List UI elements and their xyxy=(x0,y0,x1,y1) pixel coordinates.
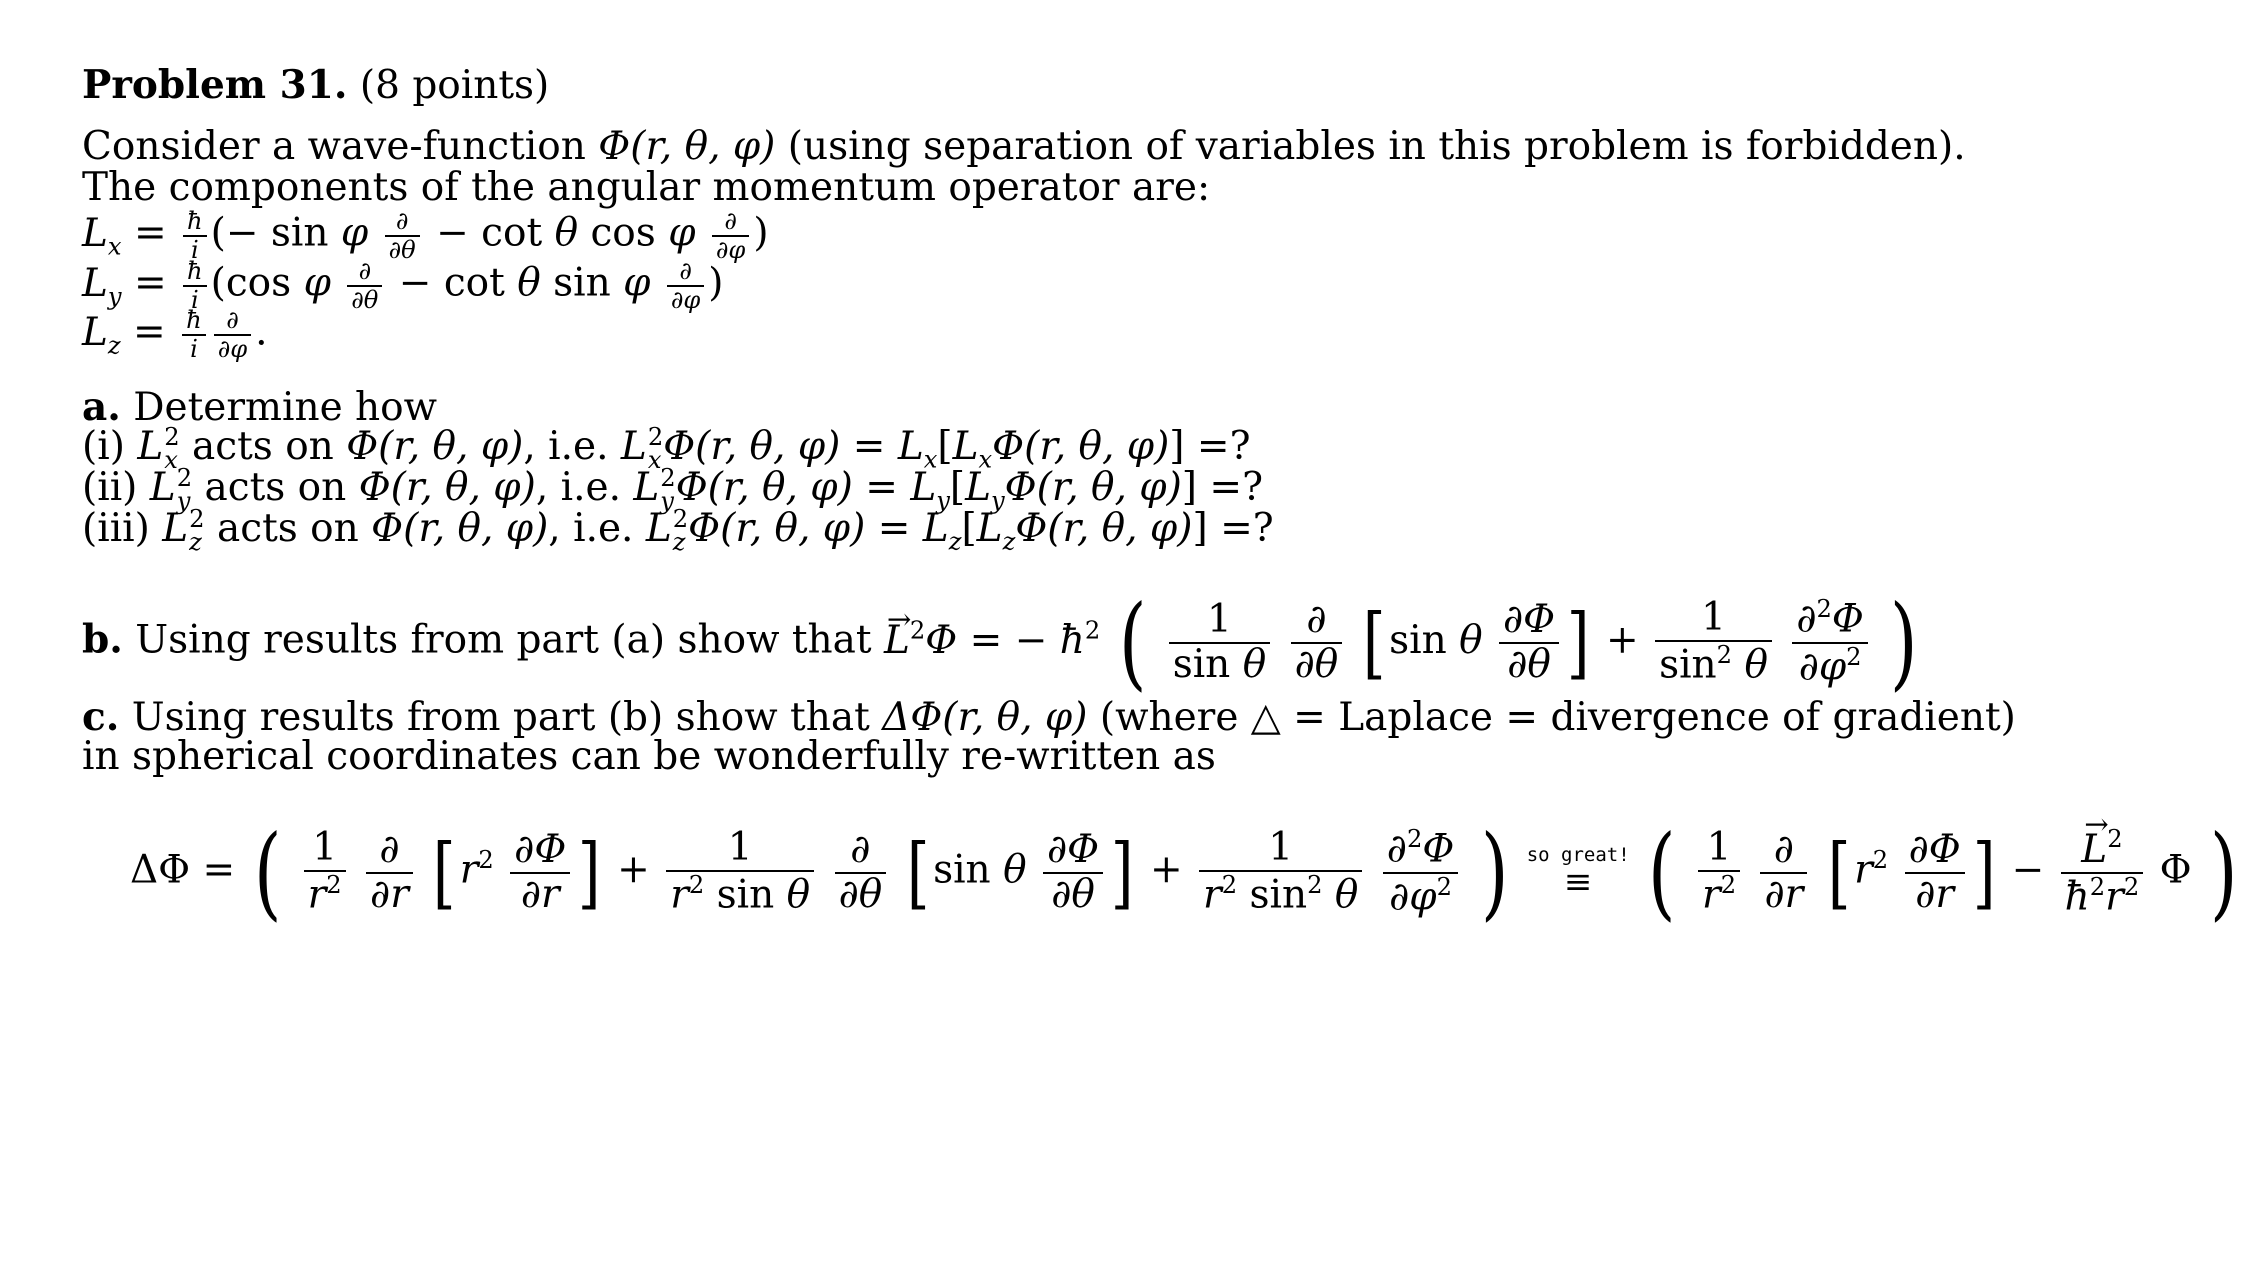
part-c-equation: ΔΦ = ( $\frac{1}{r^2}$ $\frac{\partial}{\partial r}$ [$r^2$ $\frac{\partial\Phi}{\partial r}$ ] + $\frac{1}{r^2 \sin \theta}$ $\frac{\partial}{\partial\theta}$ [sin θ $\frac{\partial\Phi}{\partial\theta}$ ] + $\frac{1}{r^2 \sin^2 \theta}$ $\frac{\partial^2\Phi}{\partial\varphi^2}$ ) so great! ≡ ( $\frac{1}{r^2}$ $\frac{\partial}{\partial r}$ [$r^2$ $\frac{\partial\Phi}{\partial r}$ ] − → $\frac{L^2}{ħ^2r^2}$ Φ ) xyxy=(130,790,2244,930)
part-b-equation: → $L^2\Phi$ = − $ħ^2$ ( $\frac{1}{\text{sin θ}}$ $\frac{\partial}{\partial\theta}$ [sin θ $\frac{\partial\Phi}{\partial\theta}$ ] + $\frac{1}{\sin^2 \theta}$ $\frac{\partial^2\Phi}{\partial\varphi^2}$ ) xyxy=(884,618,1924,663)
part-a-text: Determine how xyxy=(133,385,438,430)
problem-label: Problem 31. xyxy=(82,62,348,108)
so-great-equivalence: so great! ≡ xyxy=(1526,844,1630,902)
operator-Lz: $L_z$ = $\frac{ħ}{i}$ $\frac{\partial}{\partial\varphi}$ . xyxy=(82,306,268,363)
part-c-text-1: Using results from part (b) show that xyxy=(131,695,870,740)
operator-Ly: $L_y$ = $\frac{ħ}{i}$ (cos φ $\frac{\partial}{\partial\theta}$ − cot θ sin φ $\frac{\partial}{\partial\varphi}$ ) xyxy=(82,257,724,314)
part-b xyxy=(82,560,1924,700)
laplacian-expression: ΔΦ(r, θ, φ) xyxy=(882,695,1088,740)
intro-text-start: Consider a wave-function xyxy=(82,124,586,169)
wavefunction-expression: Φ(r, θ, φ) xyxy=(598,124,776,169)
problem-header xyxy=(82,60,549,111)
part-a-item-i: (i) L 2 x acts on Φ(r, θ, φ), i.e. L 2 x Φ(r, θ, $\varphi) = L_x[L_x\Phi(r$, θ, φ)] =? xyxy=(82,423,1251,474)
problem-points: (8 points) xyxy=(359,63,550,108)
intro-line-2: The components of the angular momentum operator are: xyxy=(82,165,1211,210)
part-b-text: Using results from part (a) show that xyxy=(135,617,872,663)
intro-text-end: (using separation of variables in this problem is forbidden). xyxy=(787,124,1966,169)
part-a-item-ii: (ii) L 2 y acts on Φ(r, θ, φ), i.e. L 2 y Φ(r, θ, $\varphi) = L_y[L_y\Phi(r$, θ, φ)] =? xyxy=(82,464,1263,515)
part-b-label: b. xyxy=(82,616,123,663)
part-a-label: a. xyxy=(82,384,121,430)
part-a-item-iii: (iii) L 2 z acts on Φ(r, θ, φ), i.e. L 2 z Φ(r, θ, $\varphi) = L_z[L_z\Phi(r$, θ, φ)] =? xyxy=(82,505,1274,556)
part-c-text-1-end: (where △ = Laplace = divergence of gradient) xyxy=(1099,695,2016,740)
part-c-line-2: in spherical coordinates can be wonderfully re-written as xyxy=(82,734,1216,779)
operator-Lx: $L_x$ = $\frac{ħ}{i}$ (− sin φ $\frac{\partial}{\partial\theta}$ − cot θ cos φ $\frac{\partial}{\partial\varphi}$ ) xyxy=(82,207,769,264)
part-c-label: c. xyxy=(82,694,120,740)
